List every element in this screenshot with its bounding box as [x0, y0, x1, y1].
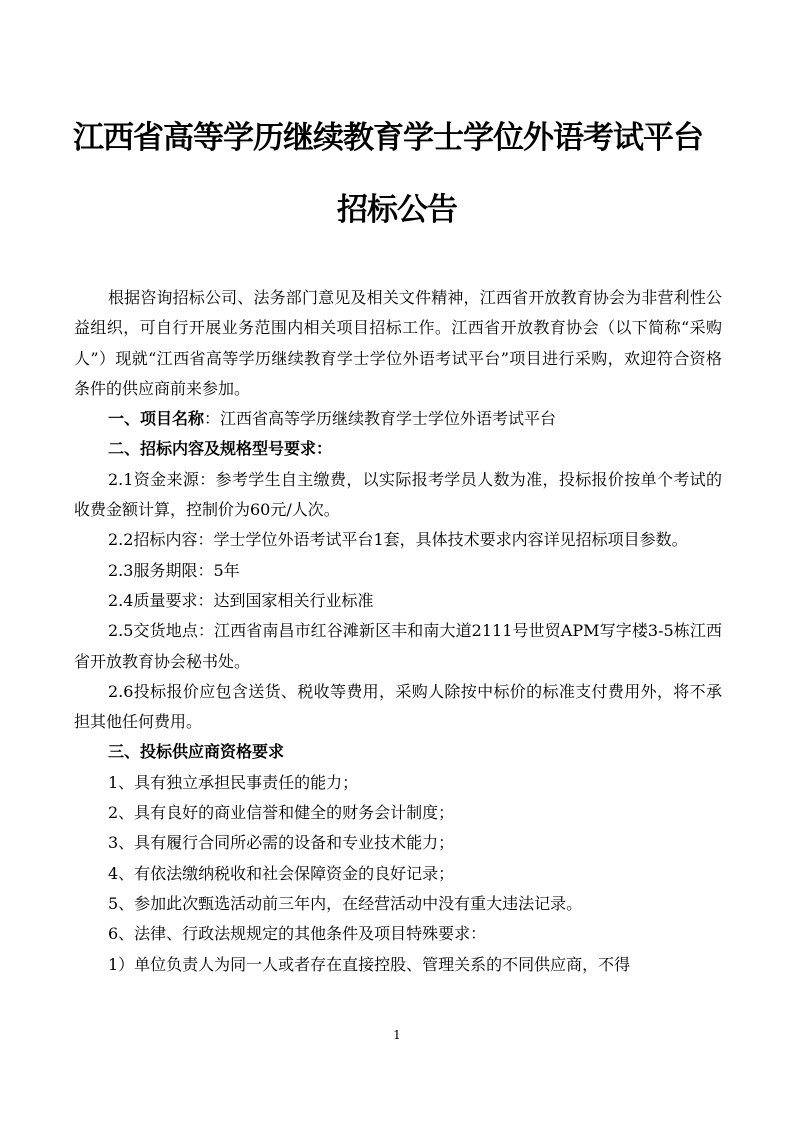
clause-2-3: 2.3服务期限：5年 — [108, 560, 240, 580]
document-body — [74, 283, 722, 980]
clause-2-1: 2.1资金来源：参考学生自主缴费，以实际报考学员人数为准，投标报价按单个考试的收费金额计算，控制价为60元/人次。 — [74, 469, 722, 520]
section-heading-content: 二、招标内容及规格型号要求： — [108, 439, 333, 459]
document-title: 江西省高等学历继续教育学士学位外语考试平台 — [73, 120, 703, 156]
clause-2-5: 2.5交货地点：江西省南昌市红谷滩新区丰和南大道2111号世贸APM写字楼3-5栋江西省开放教育协会秘书处。 — [74, 621, 722, 671]
clause-2-2: 2.2招标内容：学士学位外语考试平台1套，具体技术要求内容详见招标项目参数。 — [108, 530, 688, 550]
clause-2-6: 2.6投标报价应包含送货、税收等费用，采购人除按中标价的标准支付费用外，将不承担其他任何费用。 — [74, 681, 722, 732]
qualification-item-4: 4、有依法缴纳税收和社会保障资金的良好记录； — [108, 863, 455, 883]
clause-2-4: 2.4质量要求：达到国家相关行业标准 — [108, 590, 374, 610]
document-subtitle: 招标公告 — [337, 192, 457, 228]
section-heading-qualification: 三、投标供应商资格要求 — [108, 742, 285, 762]
qualification-item-5: 5、参加此次甄选活动前三年内，在经营活动中没有重大违法记录。 — [108, 893, 583, 913]
qualification-item-6-1: 1）单位负责人为同一人或者存在直接控股、管理关系的不同供应商，不得 — [108, 954, 631, 974]
section-project-name — [74, 404, 722, 434]
qualification-item-1: 1、具有独立承担民事责任的能力； — [108, 772, 359, 792]
qualification-item-2: 2、具有良好的商业信誉和健全的财务会计制度； — [108, 803, 455, 823]
qualification-item-6: 6、法律、行政法规规定的其他条件及项目特殊要求： — [108, 924, 487, 944]
section-project-name-value: ：江西省高等学历继续教育学士学位外语考试平台 — [204, 409, 557, 429]
section-project-name-label: 一、项目名称 — [108, 409, 205, 429]
page-number: 1 — [393, 1028, 401, 1042]
paragraph-intro: 根据咨询招标公司、法务部门意见及相关文件精神，江西省开放教育协会为非营利性公益组织，可自行开展业务范围内相关项目招标工作。江西省开放教育协会（以下简称“采购人”）现就“江西省高等学历继续教育学士学位外语考试平台”项目进行采购，欢迎符合资格条件的供应商前来参加。 — [74, 288, 722, 398]
qualification-item-3: 3、具有履行合同所必需的设备和专业技术能力； — [108, 833, 455, 853]
